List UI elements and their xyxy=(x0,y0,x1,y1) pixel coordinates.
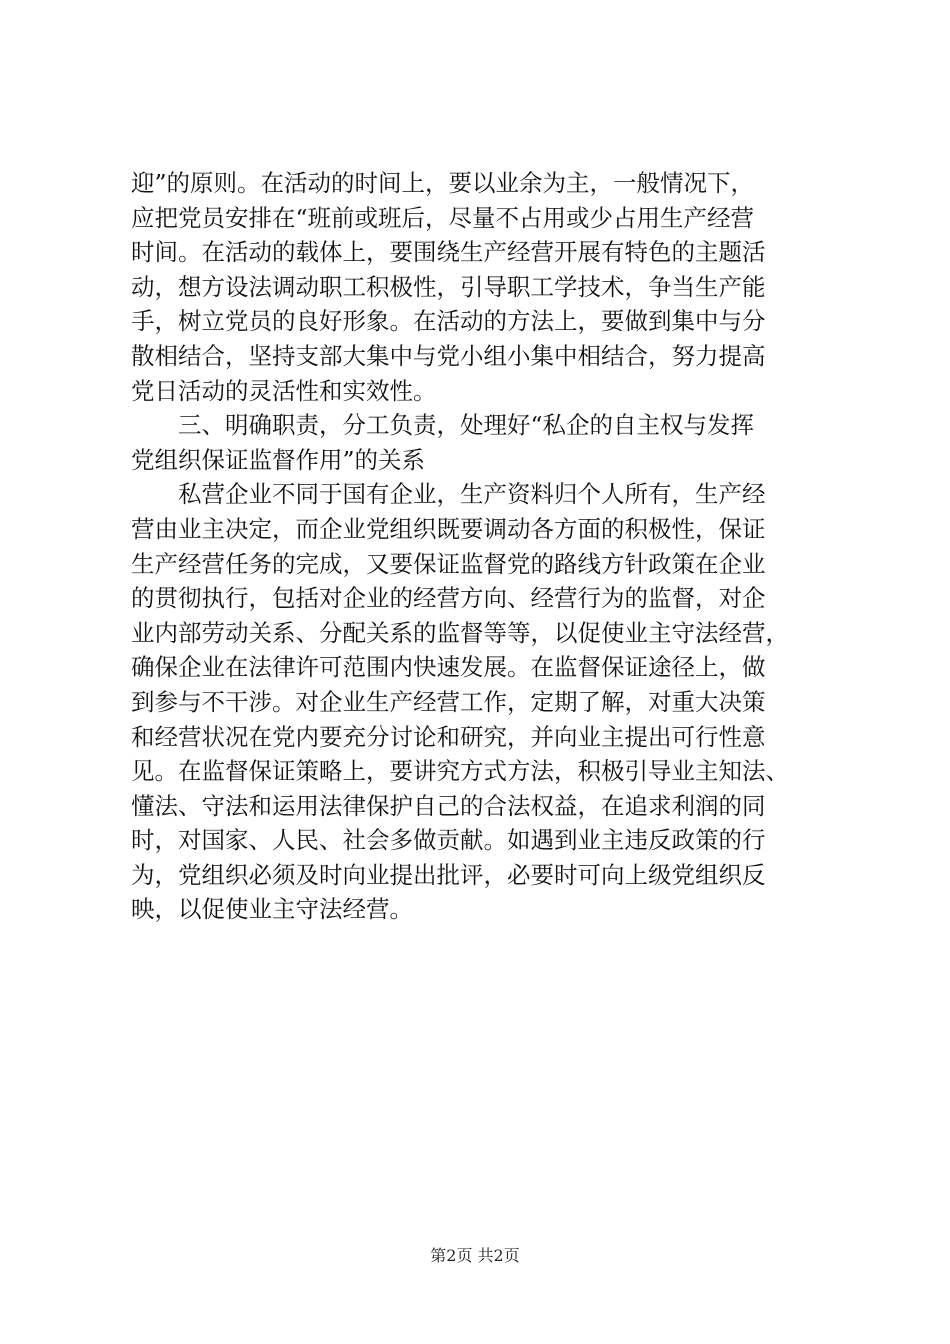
text-line: 迎”的原则。在活动的时间上，要以业余为主，一般情况下， xyxy=(131,169,755,197)
text-line: 手，树立党员的良好形象。在活动的方法上，要做到集中与分 xyxy=(131,307,766,336)
text-line: 的贯彻执行，包括对企业的经营方向、经营行为的监督，对企 xyxy=(131,584,766,613)
text-line: 业内部劳动关系、分配关系的监督等等，以促使业主守法经营， xyxy=(131,618,789,647)
text-line: 党日活动的灵活性和实效性。 xyxy=(131,376,437,405)
page-number-footer: 第2页 共2页 xyxy=(430,1246,520,1265)
text-line: 时间。在活动的载体上，要围绕生产经营开展有特色的主题活 xyxy=(131,238,766,267)
text-line: 到参与不干涉。对企业生产经营工作，定期了解，对重大决策 xyxy=(131,687,766,716)
text-line: 营由业主决定，而企业党组织既要调动各方面的积极性，保证 xyxy=(131,514,766,543)
section-heading-line: 三、明确职责，分工负责，处理好“私企的自主权与发挥 xyxy=(131,411,755,440)
text-line: 和经营状况在党内要充分讨论和研究，并向业主提出可行性意 xyxy=(131,722,766,751)
text-line: 私营企业不同于国有企业，生产资料归个人所有，生产经 xyxy=(131,480,766,509)
text-line: 确保企业在法律许可范围内快速发展。在监督保证途径上，做 xyxy=(131,653,766,682)
text-line: 生产经营任务的完成，又要保证监督党的路线方针政策在企业 xyxy=(131,549,766,578)
text-line: 为，党组织必须及时向业提出批评，必要时可向上级党组织反 xyxy=(131,860,766,889)
section-heading-line: 党组织保证监督作用”的关系 xyxy=(131,445,426,474)
text-line: 映，以促使业主守法经营。 xyxy=(131,895,413,924)
text-line: 应把党员安排在“班前或班后，尽量不占用或少占用生产经营 xyxy=(131,203,755,232)
text-line: 懂法、守法和运用法律保护自己的合法权益，在追求利润的同 xyxy=(131,791,766,820)
text-line: 散相结合，坚持支部大集中与党小组小集中相结合，努力提高 xyxy=(131,341,766,370)
text-line: 动，想方设法调动职工积极性，引导职工学技术，争当生产能 xyxy=(131,272,766,301)
document-body xyxy=(131,166,831,927)
text-line: 时，对国家、人民、社会多做贡献。如遇到业主违反政策的行 xyxy=(131,826,766,855)
text-line: 见。在监督保证策略上，要讲究方式方法，积极引导业主知法、 xyxy=(131,757,789,786)
